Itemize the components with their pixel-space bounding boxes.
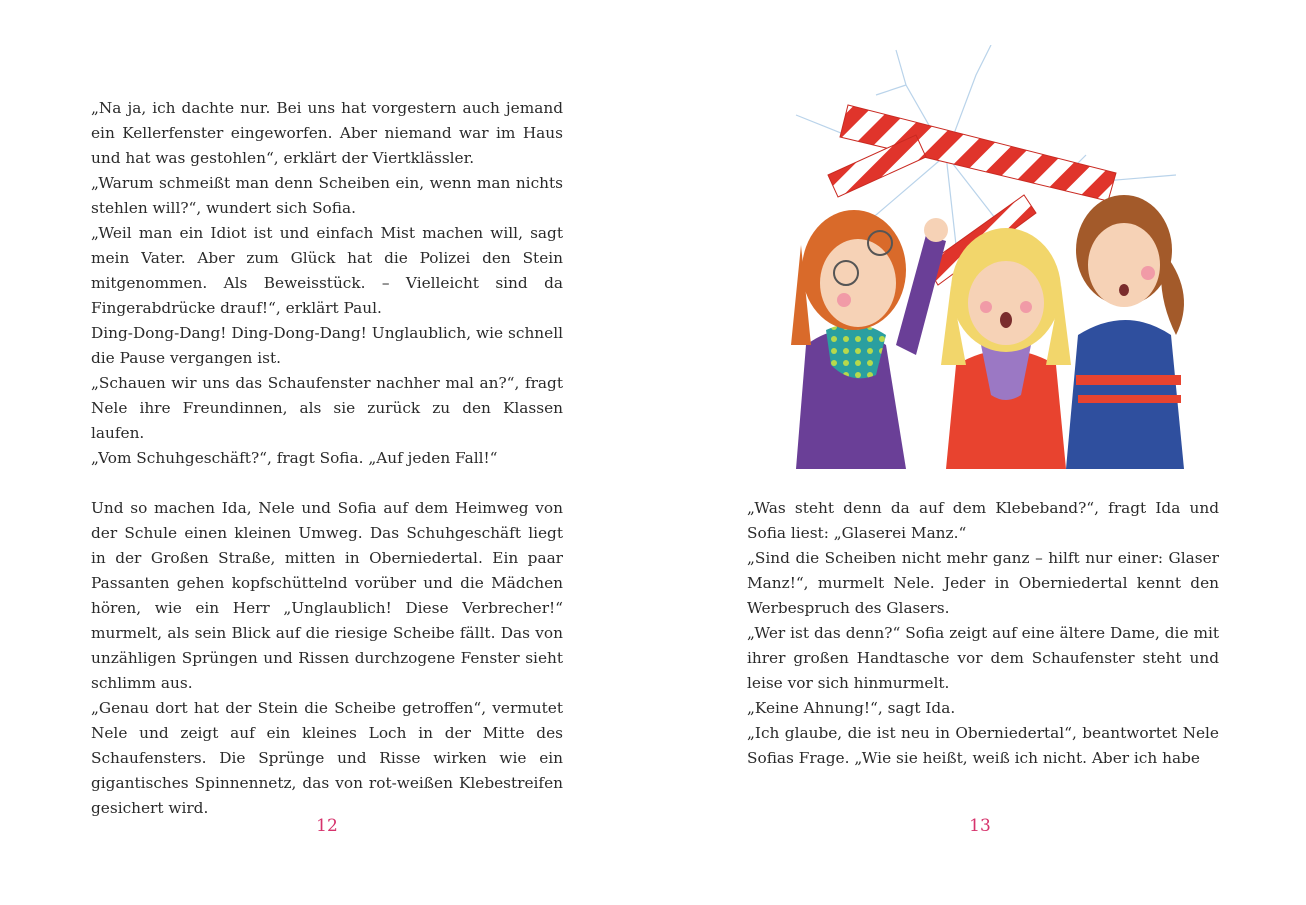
paragraph: „Ich glaube, die ist neu in Oberniedertal“, beantwortet Nele Sofias Frage. „Wie sie heißt, weiß ich nicht. Aber ich habe xyxy=(747,724,1219,767)
paragraph: „Genau dort hat der Stein die Scheibe getroffen“, vermutet Nele und zeigt auf ein kleines Loch in der Mitte des Schaufensters. Die Sprünge und Risse wirken wie ein gigantisches Spinnennetz, das von rot-weißen Klebestreifen gesichert wird. xyxy=(91,699,563,817)
illustration-three-girls-broken-window xyxy=(756,45,1196,469)
paragraph: „Vom Schuhgeschäft?“, fragt Sofia. „Auf jeden Fall!“ xyxy=(91,449,498,467)
girl-sofia xyxy=(941,228,1071,469)
paragraph: Und so machen Ida, Nele und Sofia auf dem Heimweg von der Schule einen kleinen Umweg. Das Schuhgeschäft liegt in der Großen Straße, mitten in Oberniedertal. Ein paar Passanten gehen kopfschüttelnd vorüber und die Mädchen hören, wie ein Herr „Unglaublich! Diese Verbrecher!“ murmelt, als sein Blick auf die riesige Scheibe fällt. Das von unzähligen Sprüngen und Rissen durchzogene Fenster sieht schlimm aus. xyxy=(91,499,563,692)
left-text-column xyxy=(91,96,563,821)
paragraph: „Was steht denn da auf dem Klebeband?“, fragt Ida und Sofia liest: „Glaserei Manz.“ xyxy=(747,499,1219,542)
paragraph: „Schauen wir uns das Schaufenster nachher mal an?“, fragt Nele ihre Freundinnen, als sie zurück zu den Klassen laufen. xyxy=(91,374,563,442)
girl-ida xyxy=(791,210,948,469)
paragraph: „Sind die Scheiben nicht mehr ganz – hilft nur einer: Glaser Manz!“, murmelt Nele. Jeder in Oberniedertal kennt den Werbespruch des Glasers. xyxy=(747,549,1219,617)
paragraph: „Weil man ein Idiot ist und einfach Mist machen will, sagt mein Vater. Aber zum Glück hat die Polizei den Stein mitgenommen. Als Beweisstück. – Vielleicht sind da Fingerabdrücke drauf!“, erklärt Paul. xyxy=(91,224,563,317)
right-text-column xyxy=(747,496,1219,771)
page-number-left: 12 xyxy=(316,816,338,836)
girl-nele xyxy=(1066,195,1184,469)
paragraph: „Keine Ahnung!“, sagt Ida. xyxy=(747,699,956,717)
paragraph: „Warum schmeißt man denn Scheiben ein, wenn man nichts stehlen will?“, wundert sich Sofia. xyxy=(91,174,563,217)
paragraph: „Na ja, ich dachte nur. Bei uns hat vorgestern auch jemand ein Kellerfenster eingeworfen. Aber niemand war im Haus und hat was gestohlen“, erklärt der Viertklässler. xyxy=(91,99,563,167)
page-number-right: 13 xyxy=(969,816,991,836)
paragraph: „Wer ist das denn?“ Sofia zeigt auf eine ältere Dame, die mit ihrer großen Handtasche vor dem Schaufenster steht und leise vor sich hinmurmelt. xyxy=(747,624,1219,692)
right-page xyxy=(653,0,1306,905)
paragraph: Ding-Dong-Dang! Ding-Dong-Dang! Unglaublich, wie schnell die Pause vergangen ist. xyxy=(91,324,563,367)
